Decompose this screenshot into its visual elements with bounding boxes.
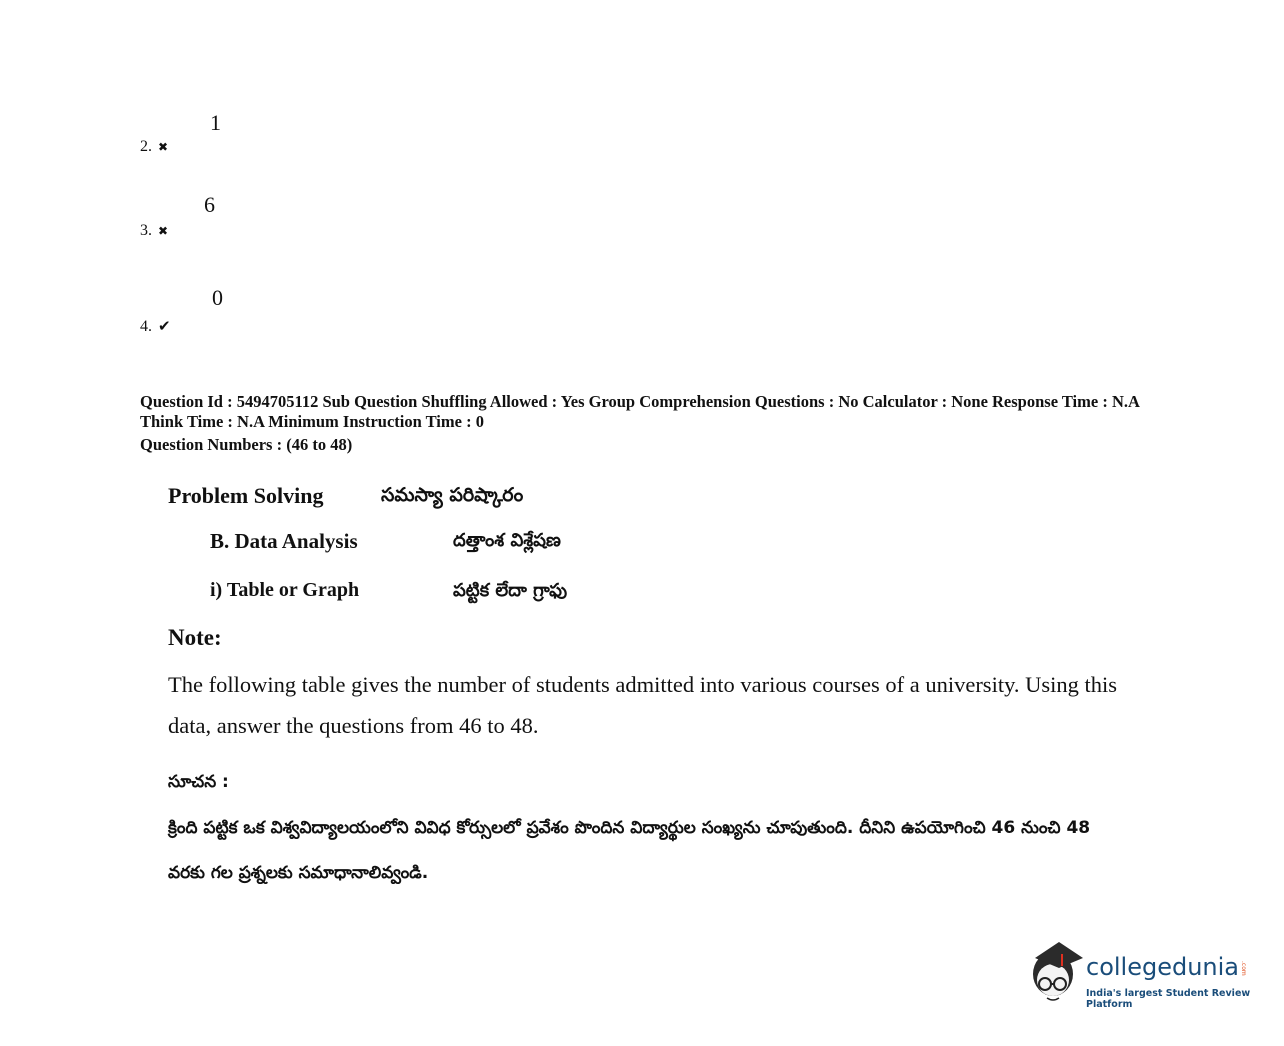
mascot-icon [1033, 942, 1083, 1000]
topic-english: Problem Solving [168, 483, 324, 508]
option-4-value: 0 [212, 285, 223, 310]
question-numbers: Question Numbers : (46 to 48) [140, 435, 353, 454]
logo-name: collegedunia [1086, 953, 1240, 981]
note-text-telugu: క్రింది పట్టిక ఒక విశ్వవిద్యాలయంలోని వివిధ కోర్సులలో ప్రవేశం పొందిన విద్యార్థుల సంఖ్యను చూపుతుంది. దీనిని ఉపయోగించి 46 నుంచి 48 వరకు గల ప్రశ్నలకు సమాధానాలివ్వండి. [168, 818, 1091, 883]
topic-telugu: సమస్యా పరిష్కారం [381, 484, 524, 506]
subtopic-telugu: దత్తాంశ విశ్లేషణ [453, 530, 561, 551]
item-english: i) Table or Graph [210, 579, 360, 601]
note-text: The following table gives the number of students admitted into various courses of a university. Using this data, answer the questions from 46 to 48. [168, 672, 1117, 738]
cross-icon: ✖ [158, 140, 169, 154]
checkmark-icon: ✔ [158, 317, 171, 335]
option-3-value: 6 [204, 192, 215, 217]
logo-domain: .com [1240, 961, 1247, 976]
logo-tagline: India's largest Student Review Platform [1086, 988, 1251, 1010]
option-3 [140, 222, 168, 240]
option-3-number: 3. [140, 222, 152, 239]
note-label: Note: [168, 625, 222, 650]
option-2-number: 2. [140, 138, 152, 155]
option-4 [140, 317, 171, 336]
note-label-telugu: సూచన : [168, 772, 229, 792]
cross-icon: ✖ [158, 224, 169, 238]
option-4-number: 4. [140, 318, 152, 335]
option-2 [140, 138, 168, 156]
option-2-value: 1 [210, 110, 221, 135]
question-meta: Question Id : 5494705112 Sub Question Shuffling Allowed : Yes Group Comprehension Questions : No Calculator : None Response Time : N.A Think Time : N.A Minimum Instruction Time : 0 [140, 392, 1139, 431]
item-telugu: పట్టిక లేదా గ్రాఫు [453, 580, 568, 601]
subtopic-english: B. Data Analysis [210, 529, 358, 553]
